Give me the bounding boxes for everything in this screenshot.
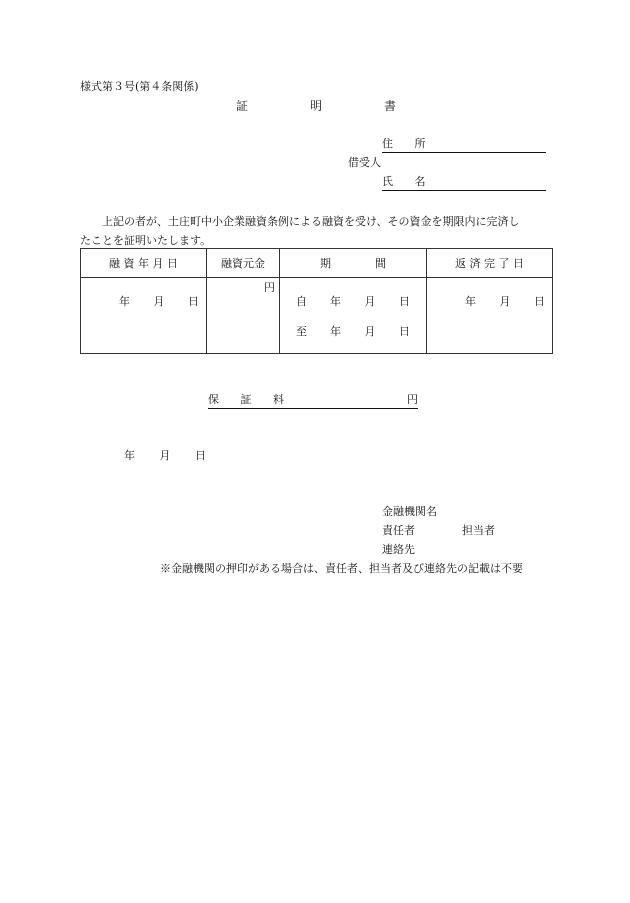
header-period: 期 間 bbox=[280, 249, 427, 278]
year-label: 年 bbox=[119, 295, 130, 308]
yen-unit: 円 bbox=[264, 281, 275, 294]
document-title bbox=[236, 100, 396, 112]
principal-cell[interactable] bbox=[207, 278, 280, 354]
title-char: 書 bbox=[383, 99, 396, 113]
year-label: 年 bbox=[330, 325, 341, 338]
day-label: 日 bbox=[399, 325, 410, 338]
day-label: 日 bbox=[195, 449, 206, 462]
guarantee-fee-unit: 円 bbox=[407, 393, 418, 406]
day-label: 日 bbox=[399, 295, 410, 308]
statement-line-1: 上記の者が、土庄町中小企業融資条例による融資を受け、その資金を期限内に完済し bbox=[102, 215, 520, 228]
period-cell[interactable] bbox=[280, 278, 427, 354]
bank-name-label: 金融機関名 bbox=[382, 505, 437, 518]
certification-statement bbox=[80, 212, 556, 250]
year-label: 年 bbox=[330, 295, 341, 308]
month-label: 月 bbox=[153, 295, 165, 308]
day-label: 日 bbox=[188, 295, 199, 308]
form-number: 様式第３号(第４条関係) bbox=[80, 80, 199, 93]
day-label: 日 bbox=[534, 295, 545, 308]
month-label: 月 bbox=[499, 295, 511, 308]
period-to-label: 至 bbox=[296, 325, 307, 338]
repayment-date-cell[interactable] bbox=[427, 278, 553, 354]
contact-label: 連絡先 bbox=[382, 543, 415, 556]
month-label: 月 bbox=[159, 449, 171, 462]
borrower-label: 借受人 bbox=[348, 156, 381, 169]
month-label: 月 bbox=[364, 295, 376, 308]
header-repayment-date: 返 済 完 了 日 bbox=[427, 249, 553, 278]
title-char: 証 bbox=[236, 99, 249, 113]
statement-line-2: たことを証明いたします。 bbox=[80, 234, 212, 247]
month-label: 月 bbox=[364, 325, 376, 338]
address-label: 住 所 bbox=[382, 137, 435, 150]
issue-date[interactable] bbox=[124, 450, 206, 461]
year-label: 年 bbox=[124, 449, 135, 462]
person-in-charge-label: 担当者 bbox=[462, 524, 495, 537]
header-principal: 融資元金 bbox=[207, 249, 280, 278]
responsible-person-label: 責任者 bbox=[382, 524, 415, 537]
header-loan-date: 融 資 年 月 日 bbox=[81, 249, 207, 278]
loan-table bbox=[80, 248, 553, 354]
guarantee-fee-label: 保 証 料 bbox=[208, 393, 293, 406]
title-char: 明 bbox=[309, 99, 322, 113]
name-field[interactable] bbox=[382, 176, 546, 191]
address-field[interactable] bbox=[382, 138, 546, 153]
table-row bbox=[81, 278, 553, 354]
table-header-row bbox=[81, 249, 553, 278]
seal-note: ※金融機関の押印がある場合は、責任者、担当者及び連絡先の記載は不要 bbox=[160, 562, 523, 575]
loan-date-cell[interactable] bbox=[81, 278, 207, 354]
period-from-label: 自 bbox=[296, 295, 307, 308]
year-label: 年 bbox=[465, 295, 476, 308]
guarantee-fee-field[interactable] bbox=[208, 394, 418, 409]
name-label: 氏 名 bbox=[382, 175, 435, 188]
